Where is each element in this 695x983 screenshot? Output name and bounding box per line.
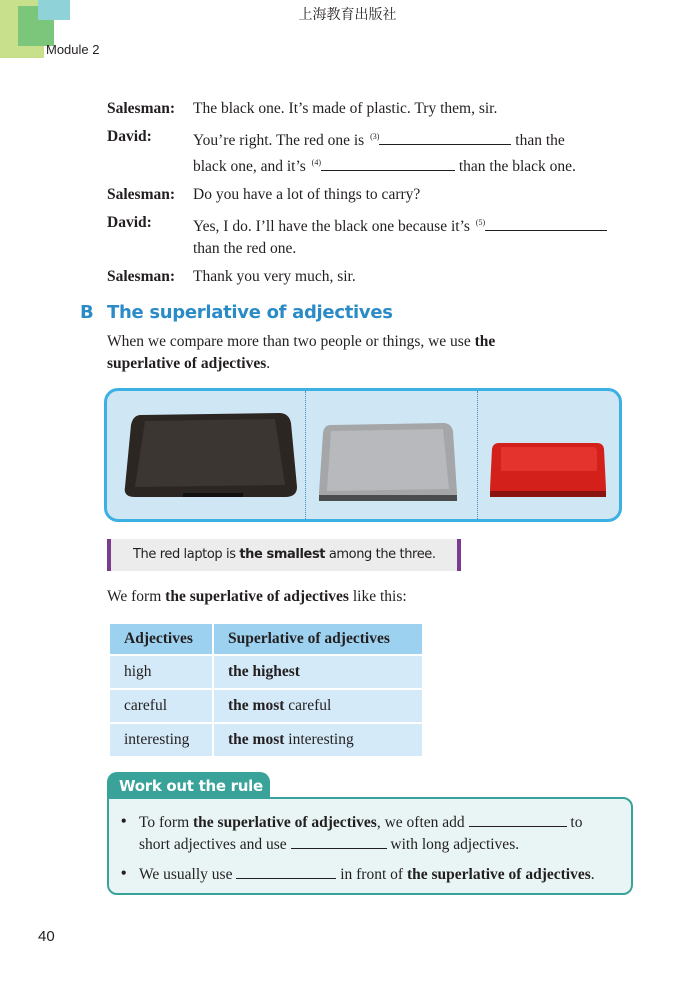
adjectives-table	[108, 622, 424, 758]
panel-divider	[477, 391, 478, 519]
blank-number: (4)	[311, 158, 321, 168]
dialogue-line	[107, 98, 637, 120]
speaker: David:	[107, 128, 152, 145]
form-instruction: We form the superlative of adjectives like this:	[107, 588, 407, 605]
rule-item: • To form the superlative of adjectives, we often add to short adjectives and use with long adjectives.	[121, 813, 583, 853]
table-header-row	[109, 623, 423, 655]
section-title: The superlative of adjectives	[107, 302, 393, 323]
answer-blank-3[interactable]	[379, 129, 511, 145]
answer-blank-5[interactable]	[485, 215, 607, 231]
caption-box: The red laptop is the smallest among the three.	[107, 539, 461, 571]
module-label: Module 2	[46, 42, 100, 57]
page-number: 40	[38, 928, 55, 945]
answer-blank-4[interactable]	[321, 155, 455, 171]
table-header: Superlative of adjectives	[213, 623, 423, 655]
table-row	[109, 655, 423, 689]
black-laptop-image	[123, 409, 298, 501]
silver-laptop-image	[317, 421, 459, 503]
section-letter: B	[80, 302, 94, 323]
rule-title: Work out the rule	[107, 772, 270, 800]
adjective-cell: careful	[109, 689, 213, 723]
rule-blank-1[interactable]	[469, 811, 567, 827]
speech-text: Yes, I do. I’ll have the black one because it’s $^{(5)}$ than the red one.	[193, 212, 637, 260]
rule-blank-2[interactable]	[291, 833, 387, 849]
speaker: Salesman:	[107, 100, 176, 117]
publisher-name: 上海教育出版社	[298, 7, 397, 23]
adjective-cell: interesting	[109, 723, 213, 757]
blank-number: (3)	[370, 132, 380, 141]
table-row	[109, 723, 423, 757]
table-header: Adjectives	[109, 623, 213, 655]
superlative-cell: the most careful	[213, 689, 423, 723]
dialogue-line	[107, 266, 637, 288]
dialogue	[107, 98, 637, 294]
superlative-cell: the most interesting	[213, 723, 423, 757]
speech-text: You’re right. The red one is $^{(3)}$ than the black one, and it’s $^{(4)}$ than the black one.	[193, 126, 637, 178]
speech-text: Do you have a lot of things to carry?	[193, 186, 421, 204]
dialogue-line	[107, 212, 637, 260]
dialogue-line	[107, 184, 637, 206]
rule-item: • We usually use in front of the superlative of adjectives.	[121, 865, 595, 883]
section-intro: When we compare more than two people or things, we use the superlative of adjectives.	[107, 333, 496, 372]
dialogue-line	[107, 126, 637, 178]
speaker: Salesman:	[107, 268, 176, 286]
speech-text: Thank you very much, sir.	[193, 268, 356, 286]
table-row	[109, 689, 423, 723]
rule-box	[107, 797, 633, 895]
panel-divider	[305, 391, 306, 519]
rule-blank-3[interactable]	[236, 863, 336, 879]
laptop-comparison-panel	[104, 388, 622, 522]
blank-number: (5)	[475, 218, 486, 228]
red-laptop-image	[489, 441, 607, 499]
speaker: David:	[107, 214, 152, 232]
superlative-cell: the highest	[213, 655, 423, 689]
speaker: Salesman:	[107, 186, 176, 204]
bullet-icon: •	[121, 813, 127, 830]
bullet-icon: •	[121, 865, 127, 882]
adjective-cell: high	[109, 655, 213, 689]
speech-text: The black one. It’s made of plastic. Try them, sir.	[193, 100, 498, 117]
